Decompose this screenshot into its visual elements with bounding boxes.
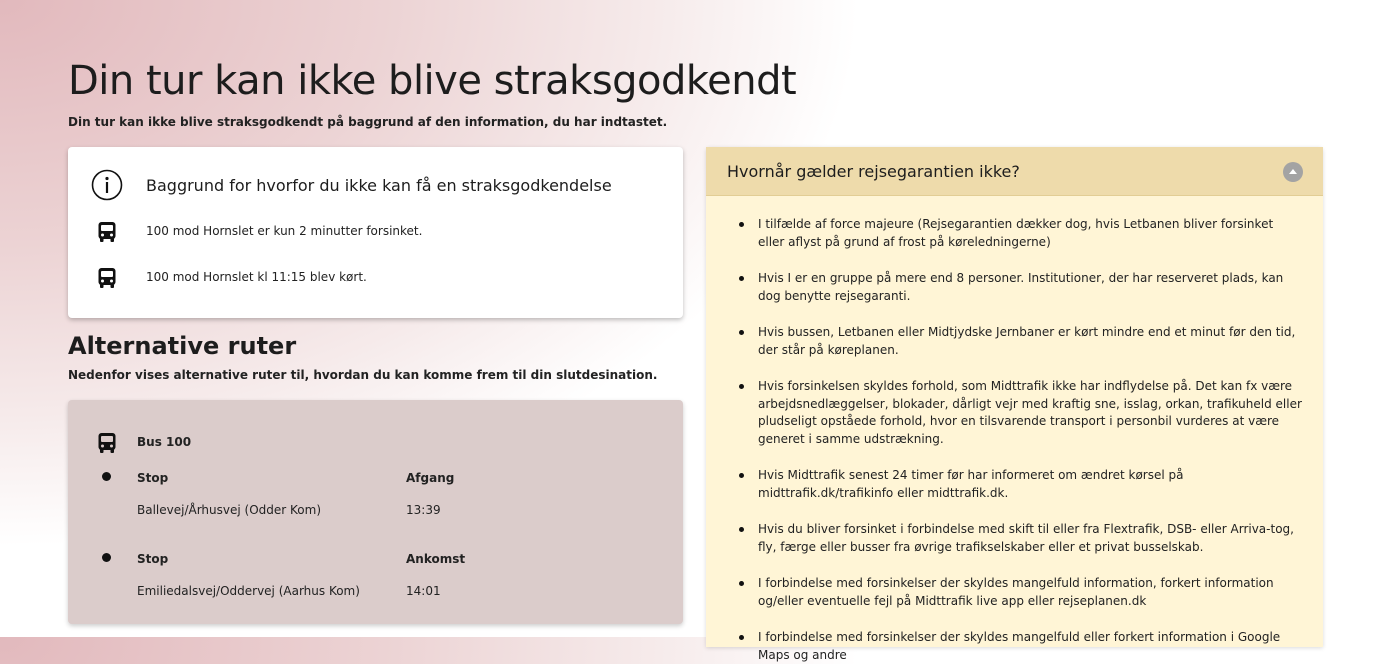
bus-icon [97,267,117,289]
departure-stop: Ballevej/Århusvej (Odder Kom) [137,503,322,517]
list-item: I tilfælde af force majeure (Rejsegarantien dækker dog, hvis Letbanen bliver forsinket eller aflyst på grund af frost på køreledningerne) [738,216,1303,251]
list-item: Hvis bussen, Letbanen eller Midtjydske Jernbaner er kørt mindre end et minut før den tid, der står på køreplanen. [738,324,1303,359]
bus-icon [97,221,117,243]
info-icon [91,169,123,201]
departure-stop-label: Stop [137,471,169,485]
list-item: I forbindelse med forsinkelser der skyldes mangelfuld eller forkert information i Google Maps og andre [738,629,1303,664]
accordion-title: Hvornår gælder rejsegarantien ikke? [727,162,1020,181]
accordion-list [706,196,1323,664]
list-item: Hvis Midttrafik senest 24 timer før har informeret om ændret kørsel på midttrafik.dk/trafikinfo eller midttrafik.dk. [738,467,1303,502]
alternative-routes-subtitle: Nedenfor vises alternative ruter til, hvordan du kan komme frem til din slutdesination. [68,368,658,382]
chevron-up-icon [1288,168,1298,176]
arrival-stop-label: Stop [137,552,169,566]
page-title: Din tur kan ikke blive straksgodkendt [68,58,797,104]
reason-card [68,147,683,318]
list-item: Hvis forsinkelsen skyldes forhold, som Midttrafik ikke har indflydelse på. Det kan fx være arbejdsnedlæggelser, blokader, dårligt vejr med kraftig sne, isslag, orkan, trafikuheld eller pludseligt opståede forhold, hvor en tilsvarende transport i personbil vurderes at være generet i samme udstrækning. [738,378,1303,448]
reason-item [68,267,683,291]
route-line-name: Bus 100 [137,435,192,449]
reason-card-title: Baggrund for hvorfor du ikke kan få en straksgodkendelse [146,176,612,195]
bus-icon [97,432,117,454]
list-item: I forbindelse med forsinkelser der skyldes mangelfuld information, forkert information og/eller eventuelle fejl på Midttrafik live app eller rejseplanen.dk [738,575,1303,610]
alternative-routes-title: Alternative ruter [68,332,297,360]
list-item: Hvis I er en gruppe på mere end 8 personer. Institutioner, der har reserveret plads, kan dog benytte rejsegaranti. [738,270,1303,305]
route-card[interactable] [68,400,683,624]
reason-text: 100 mod Hornslet er kun 2 minutter forsinket. [146,224,423,238]
departure-time-label: Afgang [406,471,455,485]
arrival-time-label: Ankomst [406,552,466,566]
arrival-stop: Emiliedalsvej/Oddervej (Aarhus Kom) [137,584,360,598]
list-item: Hvis du bliver forsinket i forbindelse med skift til eller fra Flextrafik, DSB- eller Arriva-tog, fly, færge eller busser fra øvrige trafikselskaber eller et privat busselskab. [738,521,1303,556]
travel-guarantee-accordion [706,147,1323,662]
arrival-dot-icon [102,553,111,562]
reason-text: 100 mod Hornslet kl 11:15 blev kørt. [146,270,367,284]
reason-item [68,221,683,245]
arrival-time: 14:01 [406,584,441,598]
page-subtitle: Din tur kan ikke blive straksgodkendt på baggrund af den information, du har indtastet. [68,115,668,129]
departure-time: 13:39 [406,503,441,517]
collapse-toggle-button[interactable] [1283,162,1303,182]
accordion-header[interactable] [706,147,1323,196]
departure-dot-icon [102,472,111,481]
